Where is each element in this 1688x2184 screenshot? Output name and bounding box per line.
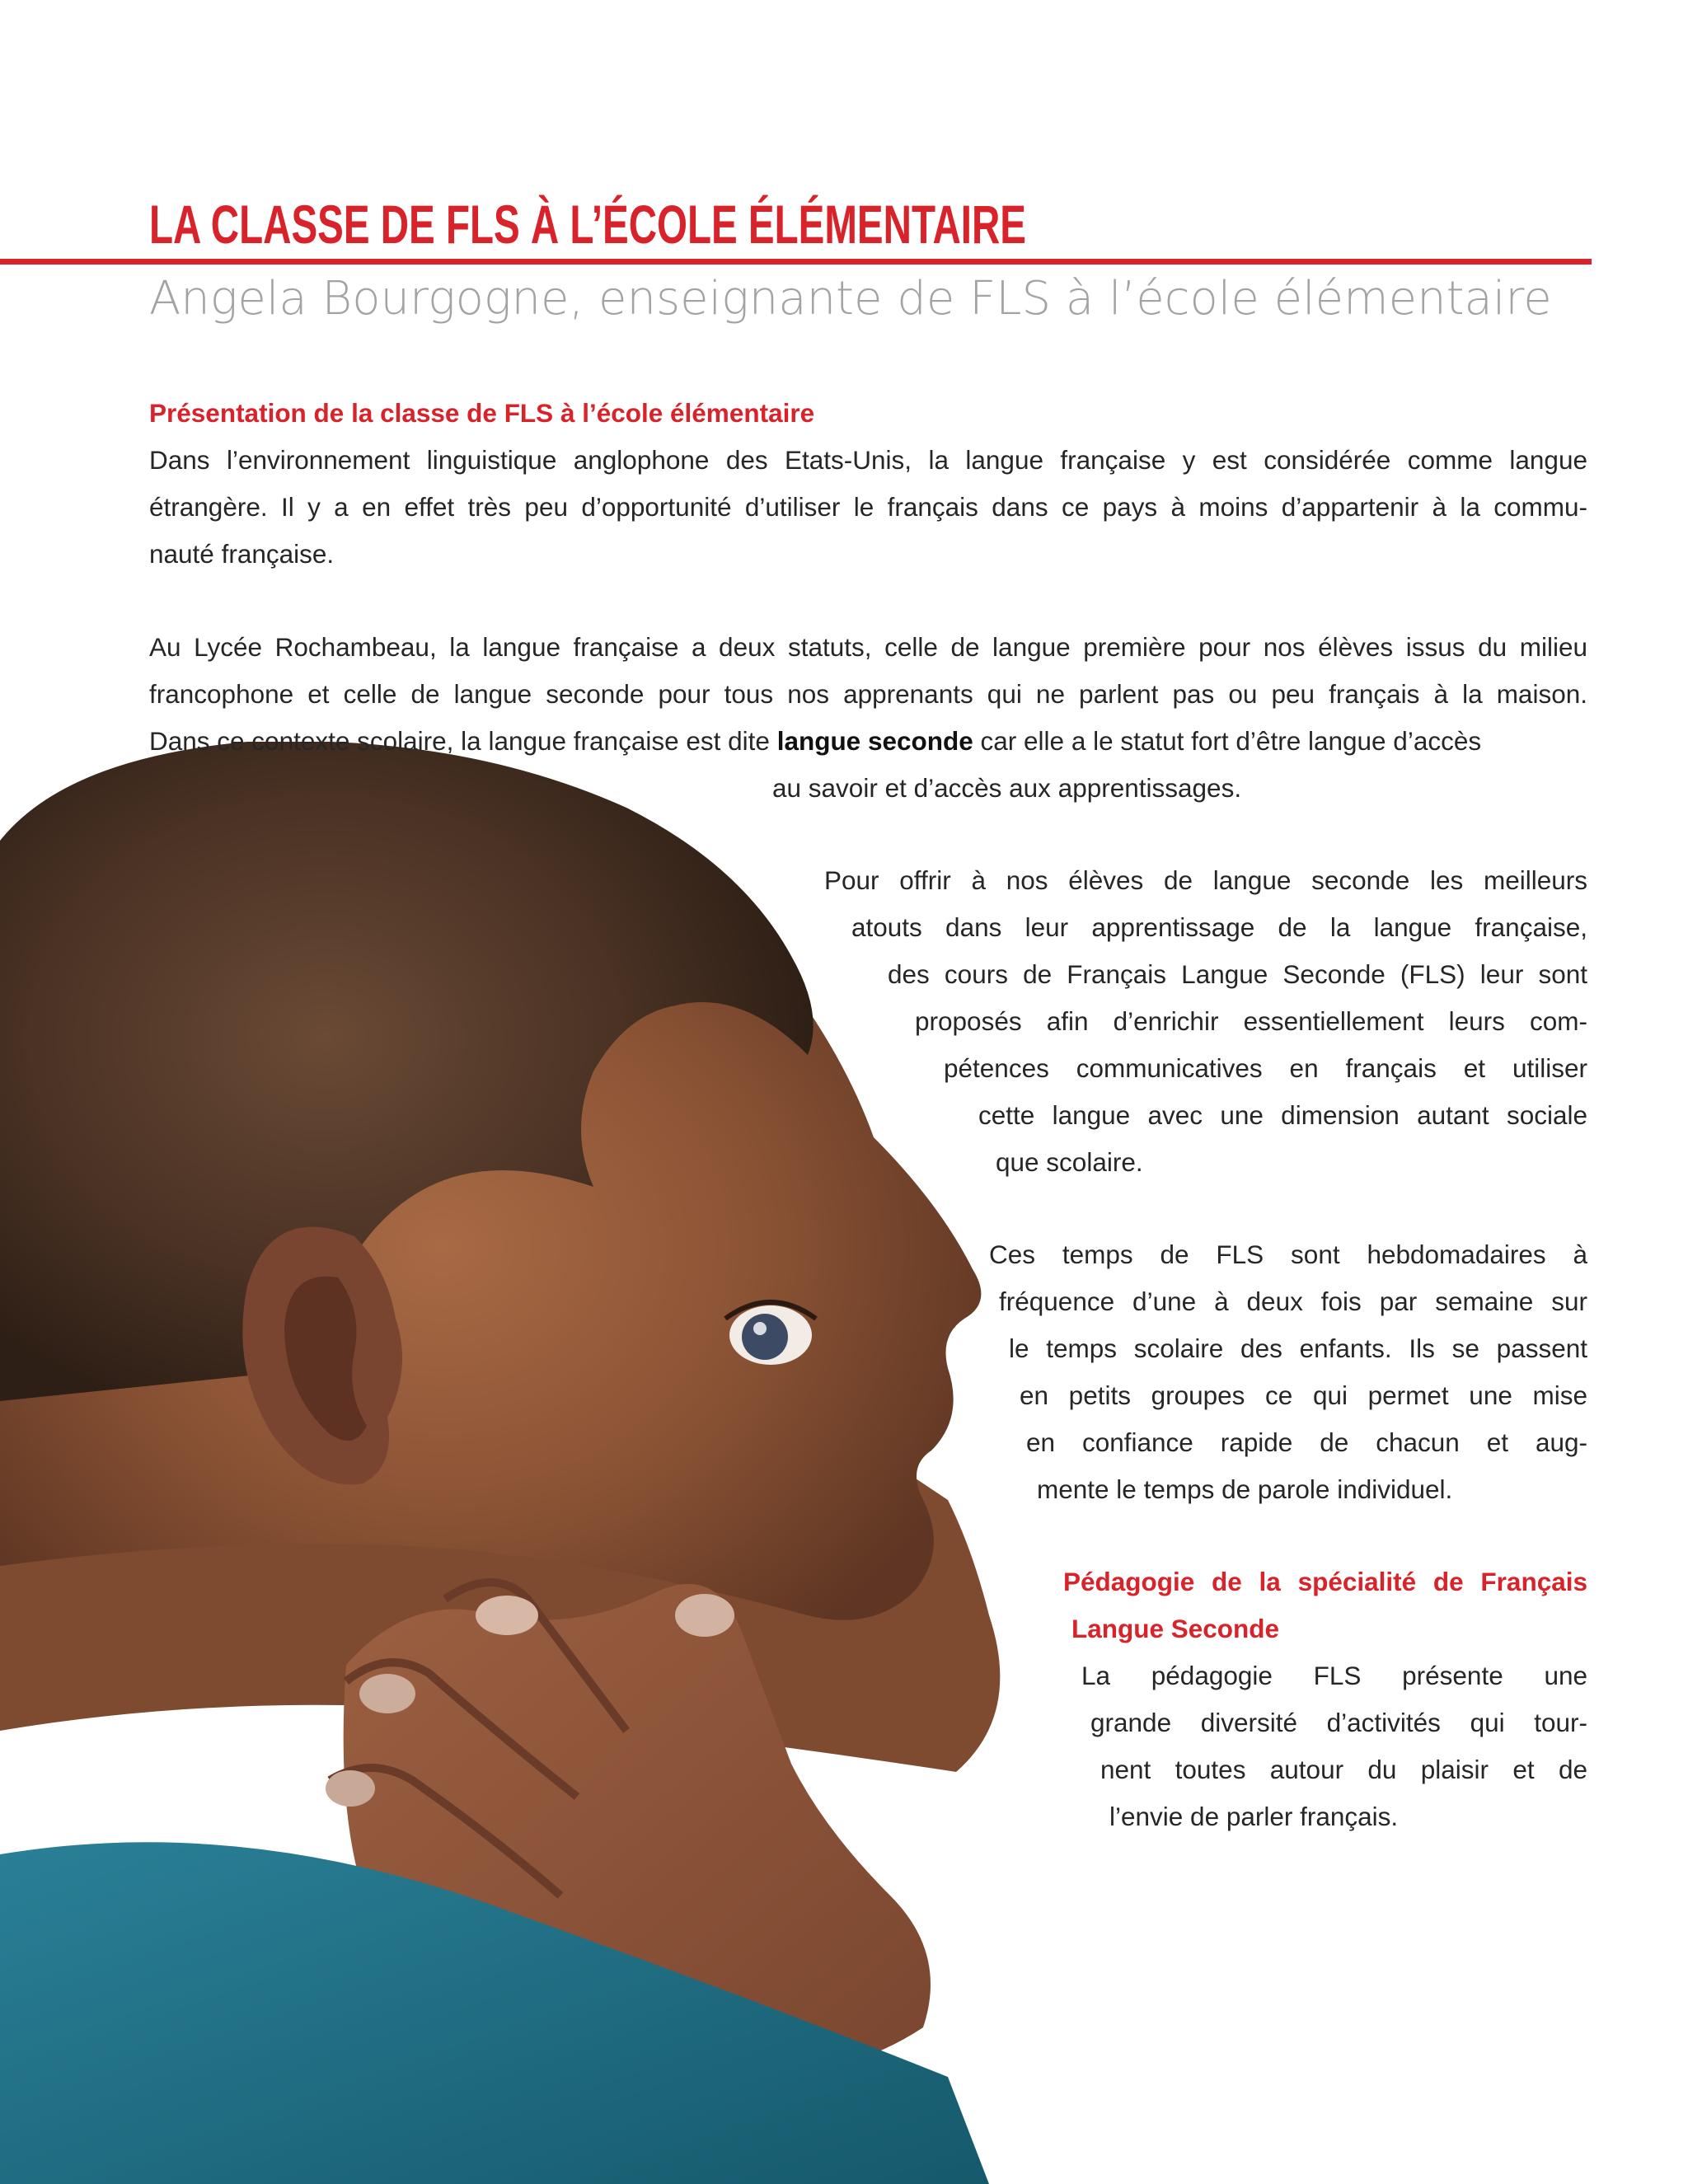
text-line: francophone et celle de langue seconde pour tous nos apprenants qui ne parlent pas ou peu français à la maison. [149,679,1587,709]
title-divider [0,259,1592,265]
text-line: cette langue avec une dimension autant sociale [978,1100,1587,1130]
author-subtitle: Angela Bourgogne, enseignante de FLS à l’école élémentaire [149,272,1552,326]
pedagogie-section [1063,1558,1587,1840]
text-line: étrangère. Il y a en effet très peu d’opportunité d’utiliser le français dans ce pays à moins d’appartenir à la commu- [149,492,1587,522]
text-line: pétences communicatives en français et utiliser [944,1053,1587,1083]
section-heading-pedagogie-cont: Langue Seconde [1071,1614,1280,1643]
text-line: Ces temps de FLS sont hebdomadaires à [989,1240,1587,1269]
bold-term: langue seconde [776,726,973,756]
text-line: le temps scolaire des enfants. Ils se passent [1009,1333,1587,1363]
text-line: en confiance rapide de chacun et aug- [1026,1427,1587,1457]
text-line: en petits groupes ce qui permet une mise [1020,1380,1587,1410]
intro-paragraph [149,390,1587,578]
statuts-paragraph [149,624,1587,812]
text-line: Au Lycée Rochambeau, la langue française a deux statuts, celle de langue première pour nos élèves issus du milieu [149,632,1587,662]
text-line: au savoir et d’accès aux apprentissages. [772,773,1242,803]
text-line: grande diversité d’activités qui tour- [1090,1708,1587,1737]
text-line: Pour offrir à nos élèves de langue seconde les meilleurs [824,865,1587,895]
section-heading-presentation: Présentation de la classe de FLS à l’école élémentaire [149,398,815,428]
text-line-with-bold [149,718,1587,765]
text-line: l’envie de parler français. [1109,1802,1399,1831]
text-line: proposés afin d’enrichir essentiellement leurs com- [915,1006,1587,1036]
section-heading-pedagogie: Pédagogie de la spécialité de Français [1063,1567,1587,1596]
text-run: car elle a le statut fort d’être langue d’accès [973,726,1482,756]
text-line: nauté française. [149,539,335,569]
text-line: des cours de Français Langue Seconde (FLS) leur sont [888,959,1587,989]
frequence-paragraph [989,1231,1587,1513]
cours-paragraph [824,857,1587,1186]
text-line: mente le temps de parole individuel. [1037,1474,1453,1504]
text-line: que scolaire. [996,1147,1143,1177]
text-line: Dans l’environnement linguistique anglophone des Etats-Unis, la langue française y est considérée comme langue [149,445,1587,475]
page-title: LA CLASSE DE FLS À L’ÉCOLE ÉLÉMENTAIRE [149,194,1026,255]
text-line: nent toutes autour du plaisir et de [1100,1755,1587,1784]
text-line: atouts dans leur apprentissage de la langue française, [851,912,1587,942]
text-line: fréquence d’une à deux fois par semaine sur [999,1286,1587,1316]
text-line: La pédagogie FLS présente une [1081,1661,1587,1690]
text-run: Dans ce contexte scolaire, la langue française est dite [149,726,777,756]
